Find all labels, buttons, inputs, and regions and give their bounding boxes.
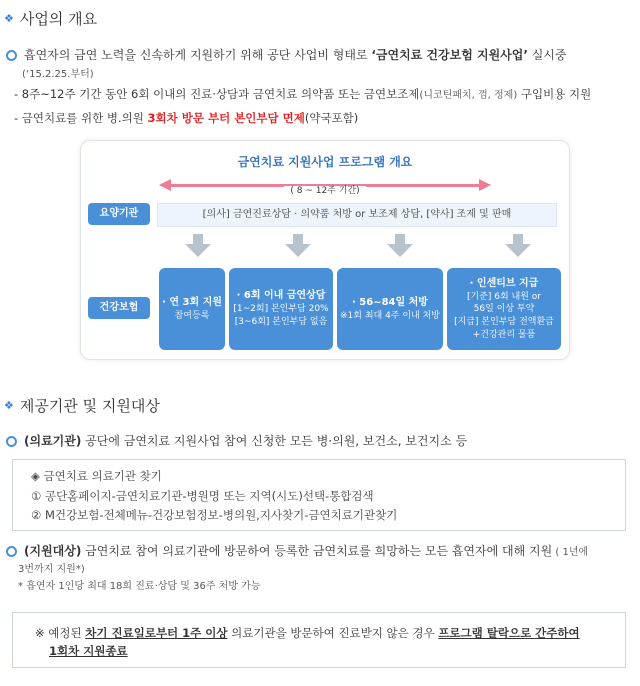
circle-bullet-icon [6, 50, 17, 61]
row-label-care-institution: 요양기관 [88, 203, 150, 225]
target-aside: 3번까지 지원*) [18, 564, 85, 575]
box-incentive: · 인센티브 지급 [기준] 6회 내원 or 56일 이상 투약 [지급] 본인부담 전액환급 +건강관리 물품 [447, 268, 561, 350]
diagram-title: 금연치료 지원사업 프로그램 개요 [237, 155, 413, 169]
intro-date: (‘15.2.25.부터) [22, 69, 94, 80]
dropout-notice-box: ※ 예정된 차기 진료일로부터 1주 이상 의료기관을 방문하여 진료받지 않은 경우 프로그램 탈락으로 간주하여 1회차 지원종료 [12, 612, 626, 668]
down-arrow-icon [185, 234, 211, 257]
diamond-bullet-icon: ❖ [4, 399, 14, 412]
box-annual-support: · 연 3회 지원 참여등록 [159, 268, 225, 350]
clinic-finder-box [12, 459, 626, 531]
finder-step-2: ② M건강보험-전체메뉴-건강보험정보-병의원,지사찾기-금연치료기관찾기 [31, 508, 398, 522]
down-arrow-icon [285, 234, 311, 257]
program-overview-diagram [80, 140, 570, 360]
circle-bullet-icon [6, 546, 17, 557]
diamond-bullet-icon: ❖ [4, 12, 14, 25]
down-arrow-icon [387, 234, 413, 257]
down-arrow-icon [505, 234, 531, 257]
section-title-providers: ❖ 제공기관 및 지원대상 [4, 397, 160, 415]
bullet-copay-exemption: - 금연치료를 위한 병.의원 3회차 방문 부터 본인부담 면제(약국포함) [14, 111, 359, 125]
section-title-overview: ❖ 사업의 개요 [4, 10, 98, 28]
institutions-paragraph: (의료기관) 공단에 금연치료 지원사업 참여 신청한 모든 병·의원, 보건소, 보건지소 등 [6, 432, 467, 449]
period-label: ( 8 ~ 12주 기간) [284, 186, 365, 196]
target-note: * 흡연자 1인당 최대 18회 진료·상담 및 36주 처방 가능 [18, 581, 261, 592]
box-prescription: · 56~84일 처방 ※1회 최대 4주 이내 처방 [337, 268, 443, 350]
finder-title: ◈ 금연치료 의료기관 찾기 [31, 469, 162, 483]
circle-bullet-icon [6, 436, 17, 447]
row-label-health-insurance: 건강보험 [88, 297, 150, 319]
finder-step-1: ① 공단홈페이지-금연치료기관-병원명 또는 지역(시도)선택-통합검색 [31, 489, 374, 503]
bullet-support-period: - 8주~12주 기간 동안 6회 이내의 진료·상담과 금연치료 의약품 또는 금연보조제(니코틴패치, 껌, 정제) 구입비용 지원 [14, 87, 592, 101]
target-paragraph: (지원대상) 금연치료 참여 의료기관에 방문하여 등록한 금연치료를 희망하는 모든 흡연자에 대해 지원 ( 1년에 [6, 542, 588, 559]
intro-paragraph: 흡연자의 금연 노력을 신속하게 지원하기 위해 공단 사업비 형태로 ‘금연치료 건강보험 지원사업’ 실시중 [6, 46, 567, 63]
box-counseling: · 6회 이내 금연상담 [1~2회] 본인부담 20% [3~6회] 본인부담 없음 [229, 268, 333, 350]
row-care-institution-text: [의사] 금연진료상담 · 의약품 처방 or 보조제 상담, [약사] 조제 및 판매 [157, 203, 557, 227]
